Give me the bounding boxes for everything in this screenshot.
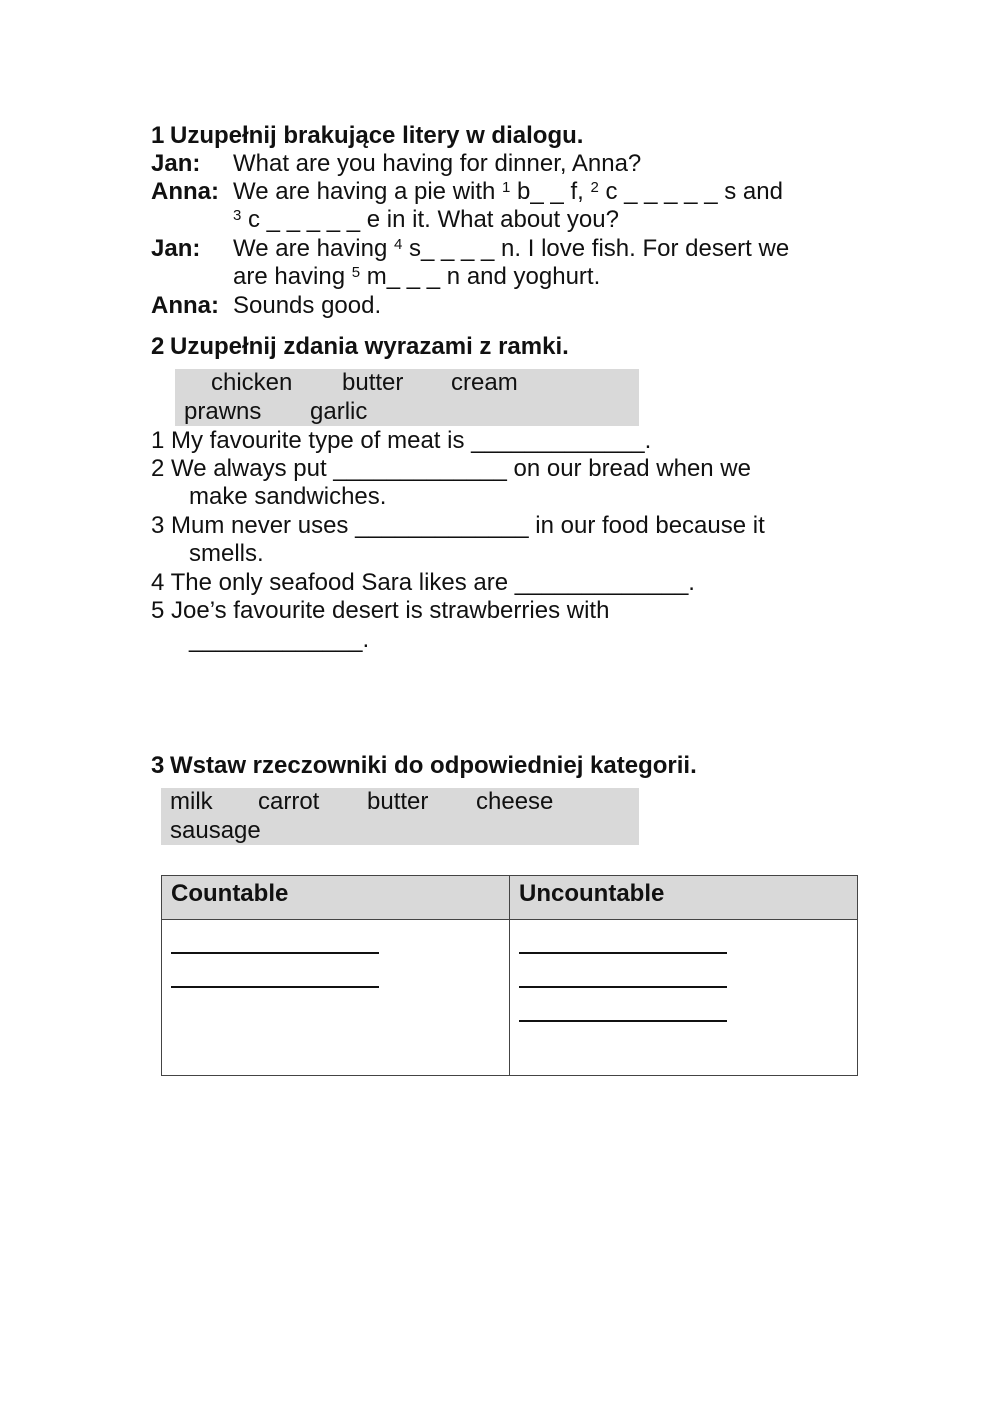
word-chip: butter	[367, 788, 429, 815]
dialogue-line-1	[151, 150, 641, 178]
word-chip: garlic	[310, 398, 368, 425]
ex3-title: Wstaw rzeczowniki do odpowiedniej kategorii.	[170, 752, 697, 779]
word-chip: milk	[170, 788, 213, 815]
answer-line[interactable]	[162, 962, 509, 990]
ex3-number: 3	[151, 752, 165, 779]
sentence-1: 1 My favourite type of meat is _____________.	[151, 427, 652, 454]
gap-text: c _ _ _ _ _ s and	[598, 178, 783, 205]
dialogue-text: Sounds good.	[233, 292, 382, 319]
dialogue-line-2	[151, 178, 783, 206]
dialogue-line-4	[151, 235, 789, 263]
category-table	[161, 875, 858, 1076]
word-chip: carrot	[258, 788, 320, 815]
dialogue-line-6	[151, 292, 381, 320]
gap-number: 1	[502, 179, 511, 196]
column-header-uncountable: Uncountable	[510, 876, 858, 920]
ex3-heading	[151, 752, 697, 780]
sentence-2: 2 We always put _____________ on our bread when we	[151, 455, 751, 482]
gap-text: c _ _ _ _ _ e in it. What about you?	[241, 206, 619, 233]
ex3-word-box	[161, 788, 639, 845]
dialogue-text: are having	[233, 263, 352, 290]
speaker-anna: Anna:	[151, 178, 219, 205]
column-header-countable: Countable	[162, 876, 510, 920]
dialogue-line-5	[233, 263, 600, 291]
word-chip: cream	[451, 369, 518, 396]
countable-cell	[162, 920, 510, 1076]
sentence-3: 3 Mum never uses _____________ in our food because it	[151, 512, 765, 539]
speaker-jan: Jan:	[151, 150, 201, 177]
sentence-5-cont: _____________.	[189, 626, 370, 653]
dialogue-text: We are having a pie with	[233, 178, 503, 205]
word-chip: sausage	[170, 817, 261, 844]
ex1-title: Uzupełnij brakujące litery w dialogu.	[170, 122, 584, 149]
sentence-4: 4 The only seafood Sara likes are _____________.	[151, 569, 695, 596]
answer-line[interactable]	[162, 928, 509, 956]
dialogue-line-3	[233, 206, 619, 234]
ex2-title: Uzupełnij zdania wyrazami z ramki.	[170, 333, 569, 360]
sentence-2-cont: make sandwiches.	[189, 483, 387, 510]
word-chip: prawns	[184, 398, 262, 425]
ex1-heading	[151, 122, 583, 150]
gap-text: s_ _ _ _ n. I love fish. For desert we	[402, 235, 790, 262]
speaker-anna: Anna:	[151, 292, 219, 319]
ex2-word-box	[175, 369, 639, 426]
sentence-3-cont: smells.	[189, 540, 264, 567]
answer-line[interactable]	[510, 996, 857, 1024]
word-chip: chicken	[211, 369, 293, 396]
gap-number: 5	[351, 264, 361, 281]
gap-number: 2	[590, 179, 599, 196]
sentence-5: 5 Joe’s favourite desert is strawberries with	[151, 597, 610, 624]
speaker-jan: Jan:	[151, 235, 201, 262]
word-chip: cheese	[476, 788, 554, 815]
dialogue-text: We are having	[233, 235, 394, 262]
uncountable-cell	[510, 920, 858, 1076]
dialogue-text: What are you having for dinner, Anna?	[233, 150, 642, 177]
ex2-number: 2	[151, 333, 165, 360]
gap-number: 3	[233, 207, 242, 224]
gap-text: b_ _ f,	[510, 178, 591, 205]
ex2-heading	[151, 333, 569, 361]
answer-line[interactable]	[510, 962, 857, 990]
ex1-number: 1	[151, 122, 165, 149]
gap-text: m_ _ _ n and yoghurt.	[360, 263, 601, 290]
answer-line[interactable]	[510, 928, 857, 956]
word-chip: butter	[342, 369, 404, 396]
gap-number: 4	[393, 236, 403, 253]
